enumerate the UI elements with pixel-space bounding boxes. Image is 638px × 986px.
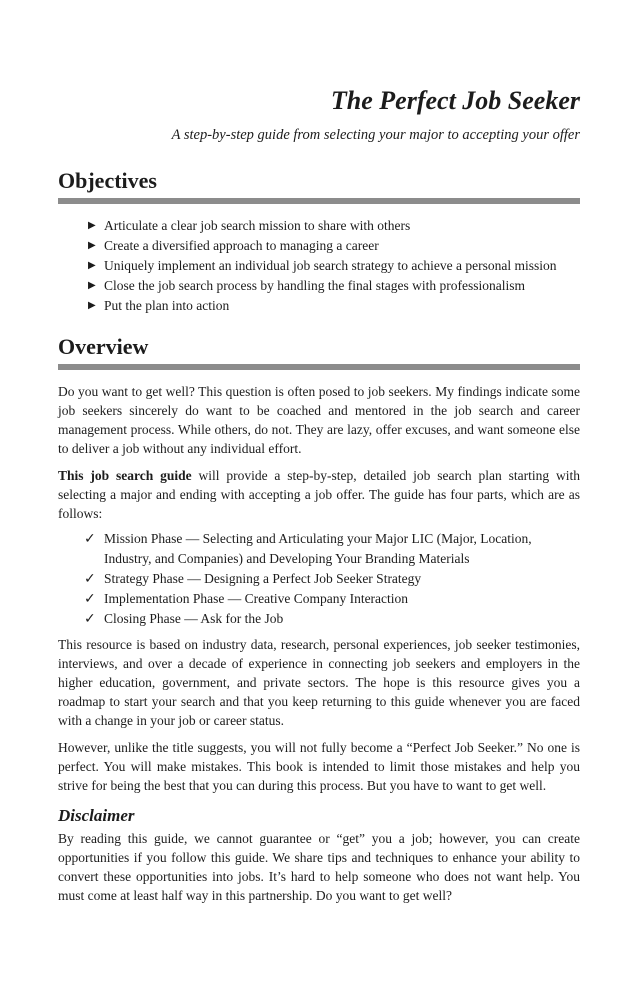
phase-item: ✓ Closing Phase — Ask for the Job (84, 611, 284, 627)
guide-emphasis: This job search guide (58, 468, 192, 483)
objective-item: ▶ Put the plan into action (88, 296, 580, 316)
phase-item: ✓ Implementation Phase — Creative Company Interaction (84, 591, 409, 607)
checkmark-icon: ✓ (84, 611, 96, 627)
overview-heading: Overview (58, 334, 149, 359)
objective-item: ▶ Create a diversified approach to managing a career (88, 236, 580, 256)
checkmark-icon: ✓ (84, 591, 96, 607)
page-title: The Perfect Job Seeker (330, 86, 580, 115)
overview-paragraph-1: Do you want to get well? This question is often posed to job seekers. My findings indicate some job seekers sincerely do want to be coached and mentored in the job search and career management process. While others, do not. They are lazy, offer excuses, and want someone else to deliver a job without any individual effort. (58, 384, 580, 456)
disclaimer-heading: Disclaimer (58, 806, 135, 825)
checkmark-icon: ✓ (84, 571, 96, 587)
triangle-bullet-icon: ▶ (88, 220, 96, 231)
section-divider (58, 364, 580, 370)
overview-paragraph-4: However, unlike the title suggests, you will not fully become a “Perfect Job Seeker.” No one is perfect. You will make mistakes. This book is intended to limit those mistakes and help you strive for being the best that you can during this process. But you have to want to get well. (58, 740, 580, 793)
disclaimer-text: By reading this guide, we cannot guarantee or “get” you a job; however, you can create opportunities if you follow this guide. We share tips and techniques to enhance your ability to convert these opportunities into jobs. It’s hard to help someone who does not want help. You must come at least half way in this partnership. Do you want to get well? (58, 831, 580, 903)
overview-paragraph-2: This job search guide will provide a step-by-step, detailed job search plan starting with selecting a major and ending with accepting a job offer. The guide has four parts, which are as follows: (58, 468, 580, 521)
triangle-bullet-icon: ▶ (88, 240, 96, 251)
overview-paragraph-3: This resource is based on industry data, research, personal experiences, job seeker testimonies, interviews, and over a decade of experience in connecting job seekers and employers in the higher education, government, and private sectors. The hope is this resource gives you a roadmap to start your search and that you keep returning to this guide whenever you are faced with a change in your job or career status. (58, 637, 580, 728)
objective-item: ▶ Close the job search process by handling the final stages with professionalism (88, 276, 580, 296)
triangle-bullet-icon: ▶ (88, 300, 96, 311)
triangle-bullet-icon: ▶ (88, 280, 96, 291)
phase-item: ✓ Mission Phase — Selecting and Articulating your Major LIC (Major, Location, Industry, and Companies) and Developing Your Branding Materials (84, 529, 580, 569)
section-divider (58, 198, 580, 204)
page-subtitle: A step-by-step guide from selecting your major to accepting your offer (171, 127, 580, 143)
objective-item: ▶ Uniquely implement an individual job search strategy to achieve a personal mission (88, 256, 580, 276)
checkmark-icon: ✓ (84, 531, 96, 547)
objectives-heading: Objectives (58, 168, 157, 193)
phase-item: ✓ Strategy Phase — Designing a Perfect Job Seeker Strategy (84, 571, 422, 587)
triangle-bullet-icon: ▶ (88, 260, 96, 271)
objectives-list (58, 216, 580, 316)
objective-item: ▶ Articulate a clear job search mission to share with others (88, 216, 580, 236)
phases-list (58, 529, 580, 629)
